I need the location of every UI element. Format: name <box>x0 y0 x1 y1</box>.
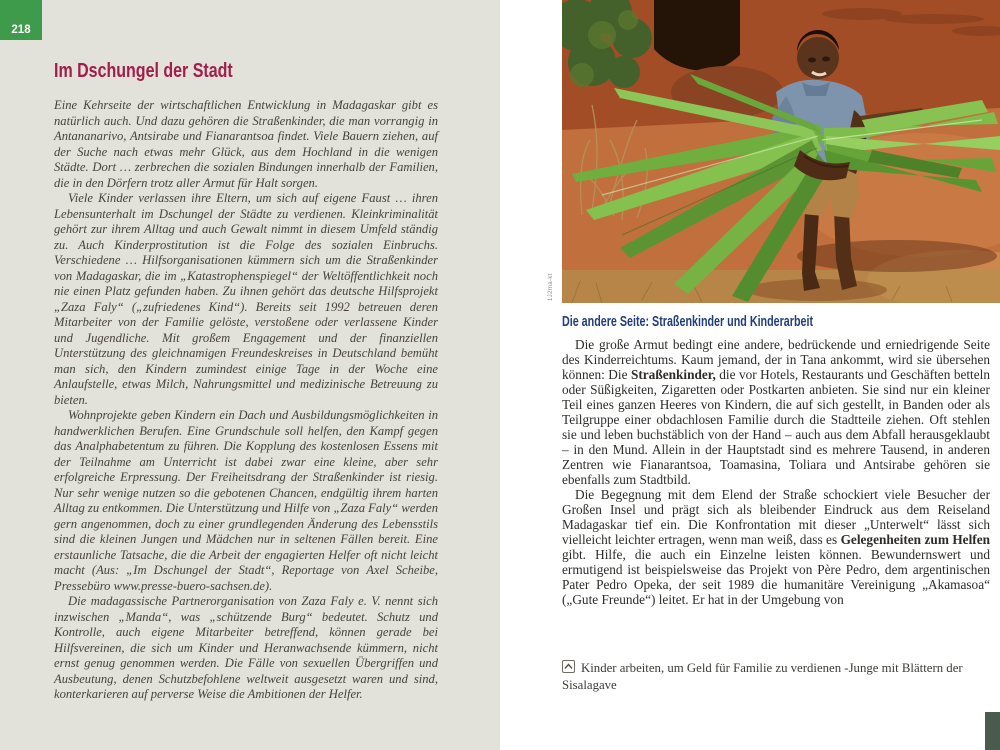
body-text: Die Begegnung mit dem Elend der Straße schockiert viele Besucher der Großen Insel und prägt sich als bleibender Eindruck aus dem Reiseland Madagaskar tief ein. Die Konfrontation mit dieser „Unterwelt“ lässt sich vielleicht leichter ertragen, wenn man weiß, dass es <box>562 487 990 547</box>
photo-credit: 1J2ma-kt <box>548 273 554 301</box>
photo-boy-with-sisal-leaves <box>562 0 1000 303</box>
body-text: Eine Kehrseite der wirtschaftlichen Entwicklung in Madagaskar gibt es natürlich auch. Und dazu gehören die Straßenkinder, die man vorrangig in Antananarivo, Antsirabe und Fianarantsoa findet. Viele Bauern ziehen, auf der Suche nach etwas mehr Glück, aus dem Hochland in die wenigen Städte. Dort … zerbrechen die sozialen Bindungen innerhalb der Familien, die in den Dörfern trotz aller Armut für Halt sorgen. <box>54 98 438 190</box>
photo-caption-text: Kinder arbeiten, um Geld für Familie zu verdienen -Junge mit Blättern der Sisalagave <box>562 661 963 692</box>
paragraph <box>562 337 990 487</box>
paragraph <box>562 487 990 607</box>
bold-text: Straßenkinder, <box>630 367 716 382</box>
page-corner-tab <box>985 712 1000 750</box>
main-text-column <box>562 314 990 607</box>
paragraph <box>54 594 438 703</box>
body-text: die vor Hotels, Restaurants und Geschäften betteln oder Süßigkeiten, Zigaretten oder Postkarten anbieten. Sie sind nur ein kleiner Teil eines ganzen Heeres von Kindern, die auf sich gestellt, in Banden oder als Teilgruppe einer obdachlosen Familie durch die Stadtteile ziehen. Oft stehlen sie und leben buchstäblich von der Hand – auch aus dem Abfall herausgeklaubt – in den Mund. Allein in der Hauptstadt sind es mehrere Tausend, in anderen Zentren wie Fianarantsoa, Toamasina, Toliara und Antsirabe gehören sie ebenfalls zum Stadtbild. <box>562 367 990 487</box>
excursus-body <box>54 98 438 703</box>
photo-caption <box>562 660 994 694</box>
body-text: Die madagassische Partnerorganisation von Zaza Faly e. V. nennt sich inzwischen „Manda“, was „schützende Burg“ bedeutet. Schutz und Kontrolle, auch eigene Mitarbeiter betreffend, können gerade bei Hilfsvereinen, die sich um Kinder und Heranwachsende kümmern, nicht ernst genug genommen werden. Die Fälle von sexuellen Übergriffen und Ausbeutung, denen Schutzbefohlene weltweit ausgesetzt waren und sind, konterkarieren auf perverse Weise die Ambitionen der Helfer. <box>54 594 438 701</box>
body-text: Viele Kinder verlassen ihre Eltern, um sich auf eigene Faust … ihren Lebensunterhalt im Dschungel der Städte zu verdienen. Kleinkriminalität gehört zur ihrem Alltag und auch Gewalt nimmt in diesem Umfeld ständig zu. Auch Kinderprostitution ist die Folge des sozialen Einbruchs. Verschiedene … Hilfsorganisationen kümmern sich um die Straßenkinder von Madagaskar, die im „Katastrophenspiegel“ der Weltöffentlichkeit noch nie einen Platz gefunden haben. Zu ihnen gehört das deutsche Hilfsprojekt „Zaza Faly“ („zufriedenes Kind“). Bereits seit 1992 betreuen deren Mitarbeiter von der Familie gelöste, verstoßene oder verlassene Kinder und Jugendliche. Mit großem Engagement und der finanziellen Unterstützung des gleichnamigen Freundeskreises in Deutschland bemüht man sich, den Kindern zumindest einige Tage in der Woche eine Anlaufstelle, etwas Milch, Nahrungsmittel und medizinische Betreuung zu bieten. <box>54 191 438 407</box>
body-text: Wohnprojekte geben Kindern ein Dach und Ausbildungsmöglichkeiten in handwerklichen Berufen. Eine Grundschule soll helfen, den Kampf gegen das Analphabetentum zu führen. Die Kopplung des kostenlosen Essens mit der Teilnahme am Unterricht ist dabei zwar eine kleine, aber sehr erfolgreiche Erpressung. Der Freiheitsdrang der Straßenkinder ist riesig. Nur sehr wenige nutzen so die gebotenen Chancen, endgültig ihrem harten Alltag zu entkommen. Die Unterstützung und Hilfe von „Zaza Faly“ werden gern angenommen, doch zu einer grundlegenden Änderung des Lebensstils sind die kleinen Jungen und Mädchen nur in seltenen Fällen bereit. Eine erstaunliche Tatsache, die die Arbeit der engagierten Helfer oft nicht leicht macht (Aus: „Im Dschungel der Stadt“, Reportage von Axel Scheibe, Pressebüro www.presse-buero-sachsen.de). <box>54 408 438 593</box>
excursus-column <box>54 60 438 703</box>
paragraph <box>54 191 438 408</box>
photo-illustration <box>562 0 1000 303</box>
chevron-up-icon <box>562 660 575 673</box>
body-text: gibt. Hilfe, die auch ein Einzelne leisten können. Bewundernswert und ermutigend ist beispielsweise das Projekt von Père Pedro, dem argentinischen Pater Pedro Opeka, der seit 1989 die humanitäre Vereinigung „Akamasoa“ („Gute Freunde“) leitet. Er hat in der Umgebung von <box>562 547 990 607</box>
section-heading: Die andere Seite: Straßenkinder und Kinderarbeit <box>562 314 814 330</box>
paragraph <box>54 408 438 594</box>
excursus-heading: Im Dschungel der Stadt <box>54 60 233 82</box>
page-number: 218 <box>11 24 31 36</box>
paragraph <box>54 98 438 191</box>
body-text: Die große Armut bedingt eine andere, bedrückende und erniedrigende Seite des Kinderreichtums. Kaum jemand, der in Tana ankommt, wird sie übersehen können: Die <box>562 337 990 382</box>
bold-text: Gelegenheiten zum Helfen <box>840 532 990 547</box>
section-body <box>562 337 990 607</box>
page-number-badge <box>0 0 42 40</box>
